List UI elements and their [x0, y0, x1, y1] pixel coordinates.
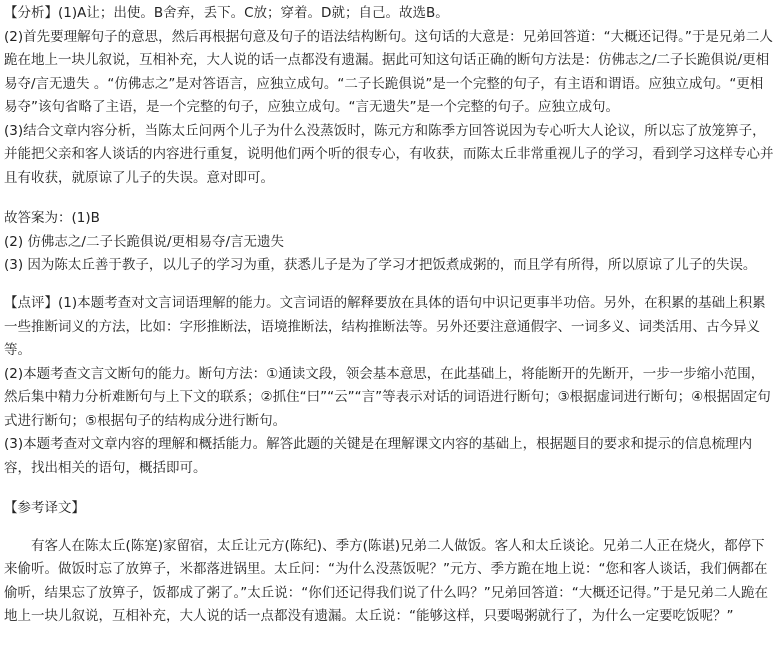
translation-section: [4, 497, 774, 629]
answer-line-3: (3) 因为陈太丘善于教子，以儿子的学习为重，获悉儿子是为了学习才把饭煮成粥的，而且学有所得，所以原谅了儿子的失误。: [4, 257, 757, 273]
answer-line-1: 故答案为：(1)B: [4, 210, 100, 226]
comment-paragraph-2: (2)本题考查文言文断句的能力。断句方法：①通读文段，领会基本意思，在此基础上，将能断开的先断开，一步一步缩小范围，然后集中精力分析难断句与上下文的联系；②抓住“曰”“云”“言”等表示对话的词语进行断句；③根据虚词进行断句；④根据固定句式进行断句；⑤根据句子的结构成分进行断句。: [4, 365, 771, 429]
answer-section: [4, 207, 774, 278]
comment-paragraph-3: (3)本题考查对文章内容的理解和概括能力。解答此题的关键是在理解课文内容的基础上，根据题目的要求和提示的信息梳理内容，找出相关的语句，概括即可。: [4, 436, 753, 476]
comment-paragraph-1: 【点评】(1)本题考查对文言词语理解的能力。文言词语的解释要放在具体的语句中识记更事半功倍。另外，在积累的基础上积累一些推断词义的方法，比如：字形推断法，语境推断法，结构推断法等。另外还要注意通假字、一词多义、词类活用、古今异义等。: [4, 295, 766, 358]
comment-section: [4, 292, 774, 480]
analysis-section: [4, 2, 774, 190]
analysis-paragraph-2: (2)首先要理解句子的意思，然后再根据句意及句子的语法结构断句。这句话的大意是：兄弟回答道：“大概还记得。”于是兄弟二人跪在地上一块儿叙说，互相补充，大人说的话一点都没有遗漏。据此可知这句话正确的断句方法是：仿佛志之/二子长跪俱说/更相易夺/言无遗失 。“仿佛志之”是对答语言，应独立成句。“二子长跪俱说”是一个完整的句子，有主语和谓语。应独立成句。“更相易夺”该句省略了主语，是一个完整的句子，应独立成句。“言无遗失”是一个完整的句子。应独立成句。: [4, 28, 773, 115]
analysis-paragraph-1: 【分析】(1)A让；出使。B舍弃，丢下。C放；穿着。D就；自己。故选B。: [4, 5, 449, 21]
answer-line-2: (2) 仿佛志之/二子长跪俱说/更相易夺/言无遗失: [4, 233, 285, 250]
translation-body: 有客人在陈太丘(陈寔)家留宿，太丘让元方(陈纪)、季方(陈谌)兄弟二人做饭。客人和太丘谈论。兄弟二人正在烧火，都停下来偷听。做饭时忘了放箅子，米都落进锅里。太丘问：“为什么没蒸饭呢？”元方、季方跪在地上说：“您和客人谈话，我们俩都在偷听，结果忘了放箅子，饭都成了粥了。”太丘说：“你们还记得我们说了什么吗？”兄弟回答道：“大概还记得。”于是兄弟二人跪在地上一块儿叙说，互相补充，大人说的话一点都没有遗漏。太丘说：“能够这样，只要喝粥就行了，为什么一定要吃饭呢？”: [4, 537, 768, 624]
analysis-paragraph-3: (3)结合文章内容分析，当陈太丘问两个儿子为什么没蒸饭时，陈元方和陈季方回答说因为专心听大人论议，所以忘了放笼箅子，并能把父亲和客人谈话的内容进行重复，说明他们两个听的很专心，有收获，而陈太丘非常重视儿子的学习，看到学习这样专心并且有收获，就原谅了儿子的失误。意对即可。: [4, 122, 774, 186]
translation-heading: 【参考译文】: [4, 500, 85, 516]
